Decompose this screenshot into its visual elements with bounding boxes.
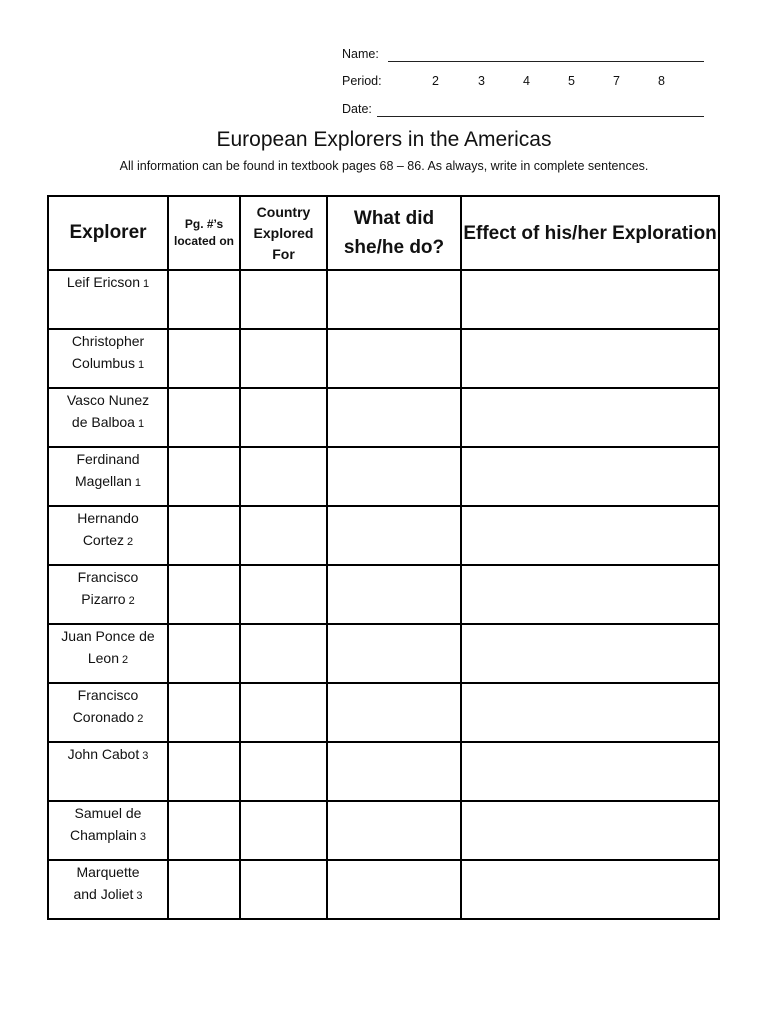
table-row xyxy=(48,801,719,860)
explorer-name-cell xyxy=(48,565,168,624)
what-cell[interactable] xyxy=(327,270,461,329)
explorer-name-line2: de Balboa xyxy=(71,414,135,430)
period-row xyxy=(342,72,682,90)
explorer-name-line2: Cortez xyxy=(82,532,125,548)
effect-cell[interactable] xyxy=(461,506,719,565)
what-cell[interactable] xyxy=(327,624,461,683)
explorer-group-number: 1 xyxy=(134,477,141,489)
explorer-name-line1: Samuel de xyxy=(74,805,142,821)
column-header-what: What did she/he do? xyxy=(327,196,461,270)
explorer-group-number: 2 xyxy=(137,713,144,725)
period-label: Period: xyxy=(342,74,382,88)
name-label: Name: xyxy=(342,47,379,61)
pages-cell[interactable] xyxy=(168,388,240,447)
explorer-group-number: 3 xyxy=(139,831,147,843)
explorer-group-number: 3 xyxy=(136,890,143,902)
column-header-effect: Effect of his/her Exploration xyxy=(461,196,719,270)
explorer-name-line1: Vasco Nunez xyxy=(66,392,150,408)
country-cell[interactable] xyxy=(240,565,327,624)
column-header-pages: Pg. #’s located on xyxy=(168,196,240,270)
what-cell[interactable] xyxy=(327,506,461,565)
table-row xyxy=(48,447,719,506)
what-cell[interactable] xyxy=(327,565,461,624)
explorer-group-number: 2 xyxy=(127,536,134,548)
period-option[interactable]: 7 xyxy=(613,74,620,88)
effect-cell[interactable] xyxy=(461,801,719,860)
country-cell[interactable] xyxy=(240,329,327,388)
period-option[interactable]: 4 xyxy=(523,74,530,88)
effect-cell[interactable] xyxy=(461,388,719,447)
what-cell[interactable] xyxy=(327,742,461,801)
what-cell[interactable] xyxy=(327,801,461,860)
effect-cell[interactable] xyxy=(461,683,719,742)
what-cell[interactable] xyxy=(327,447,461,506)
effect-cell[interactable] xyxy=(461,270,719,329)
explorer-group-number: 1 xyxy=(143,278,150,290)
explorer-name-line2: Leon xyxy=(87,650,120,666)
pages-cell[interactable] xyxy=(168,742,240,801)
explorer-name-line2: Columbus xyxy=(71,355,135,371)
effect-cell[interactable] xyxy=(461,624,719,683)
explorer-name-line2: Coronado xyxy=(72,709,135,725)
explorer-name-line2: Magellan xyxy=(75,473,132,489)
table-row xyxy=(48,742,719,801)
country-cell[interactable] xyxy=(240,683,327,742)
pages-cell[interactable] xyxy=(168,506,240,565)
explorer-name-line1: Ferdinand xyxy=(76,451,140,467)
page-subtitle: All information can be found in textbook pages 68 – 86. As always, write in complete sentences. xyxy=(119,159,649,173)
table-row xyxy=(48,683,719,742)
explorer-name-line1: Hernando xyxy=(77,510,139,526)
explorer-name-cell xyxy=(48,388,168,447)
effect-cell[interactable] xyxy=(461,329,719,388)
pages-cell[interactable] xyxy=(168,270,240,329)
country-cell[interactable] xyxy=(240,624,327,683)
explorer-name-line1: Juan Ponce de xyxy=(61,628,155,644)
explorer-group-number: 3 xyxy=(142,750,149,762)
country-cell[interactable] xyxy=(240,860,327,919)
explorer-group-number: 1 xyxy=(137,418,145,430)
explorer-group-number: 2 xyxy=(122,654,129,666)
explorer-name-line1: Marquette xyxy=(76,864,140,880)
table-row xyxy=(48,860,719,919)
pages-cell[interactable] xyxy=(168,329,240,388)
explorer-name-cell xyxy=(48,329,168,388)
explorer-name-line2: and Joliet xyxy=(73,886,134,902)
date-row xyxy=(342,100,372,118)
table-row xyxy=(48,506,719,565)
effect-cell[interactable] xyxy=(461,742,719,801)
column-header-explorer: Explorer xyxy=(48,196,168,270)
explorer-name-line2: Pizarro xyxy=(81,591,126,607)
page-title: European Explorers in the Americas xyxy=(216,128,552,151)
date-label: Date: xyxy=(342,102,372,116)
pages-cell[interactable] xyxy=(168,447,240,506)
country-cell[interactable] xyxy=(240,742,327,801)
name-field[interactable] xyxy=(388,61,704,62)
explorer-group-number: 2 xyxy=(128,595,135,607)
effect-cell[interactable] xyxy=(461,447,719,506)
what-cell[interactable] xyxy=(327,683,461,742)
explorer-group-number: 1 xyxy=(137,359,145,371)
explorer-name-cell xyxy=(48,860,168,919)
explorer-name-cell xyxy=(48,270,168,329)
column-header-country: Country Explored For xyxy=(240,196,327,270)
explorer-name-cell xyxy=(48,742,168,801)
explorer-name-line1: John Cabot xyxy=(67,746,140,762)
country-cell[interactable] xyxy=(240,506,327,565)
effect-cell[interactable] xyxy=(461,860,719,919)
explorer-name-line1: Leif Ericson xyxy=(66,274,141,290)
period-option[interactable]: 5 xyxy=(568,74,575,88)
pages-cell[interactable] xyxy=(168,683,240,742)
what-cell[interactable] xyxy=(327,329,461,388)
what-cell[interactable] xyxy=(327,860,461,919)
explorer-name-cell xyxy=(48,447,168,506)
pages-cell[interactable] xyxy=(168,624,240,683)
table-row xyxy=(48,270,719,329)
date-field[interactable] xyxy=(377,116,704,117)
explorer-name-line1: Francisco xyxy=(77,569,139,585)
period-option[interactable]: 3 xyxy=(478,74,485,88)
explorers-table xyxy=(47,195,720,920)
pages-cell[interactable] xyxy=(168,565,240,624)
what-cell[interactable] xyxy=(327,388,461,447)
country-cell[interactable] xyxy=(240,388,327,447)
period-option[interactable]: 8 xyxy=(658,74,665,88)
explorer-name-cell xyxy=(48,624,168,683)
effect-cell[interactable] xyxy=(461,565,719,624)
explorer-name-line2: Champlain xyxy=(69,827,137,843)
pages-cell[interactable] xyxy=(168,860,240,919)
table-row xyxy=(48,388,719,447)
explorer-name-line1: Francisco xyxy=(77,687,139,703)
table-row xyxy=(48,565,719,624)
period-option[interactable]: 2 xyxy=(432,74,439,88)
country-cell[interactable] xyxy=(240,801,327,860)
table-row xyxy=(48,624,719,683)
country-cell[interactable] xyxy=(240,270,327,329)
explorer-name-cell xyxy=(48,506,168,565)
explorer-name-cell xyxy=(48,801,168,860)
explorer-name-cell xyxy=(48,683,168,742)
table-header-row xyxy=(48,196,719,270)
name-row xyxy=(342,45,379,63)
table-row xyxy=(48,329,719,388)
explorer-name-line1: Christopher xyxy=(71,333,145,349)
country-cell[interactable] xyxy=(240,447,327,506)
pages-cell[interactable] xyxy=(168,801,240,860)
